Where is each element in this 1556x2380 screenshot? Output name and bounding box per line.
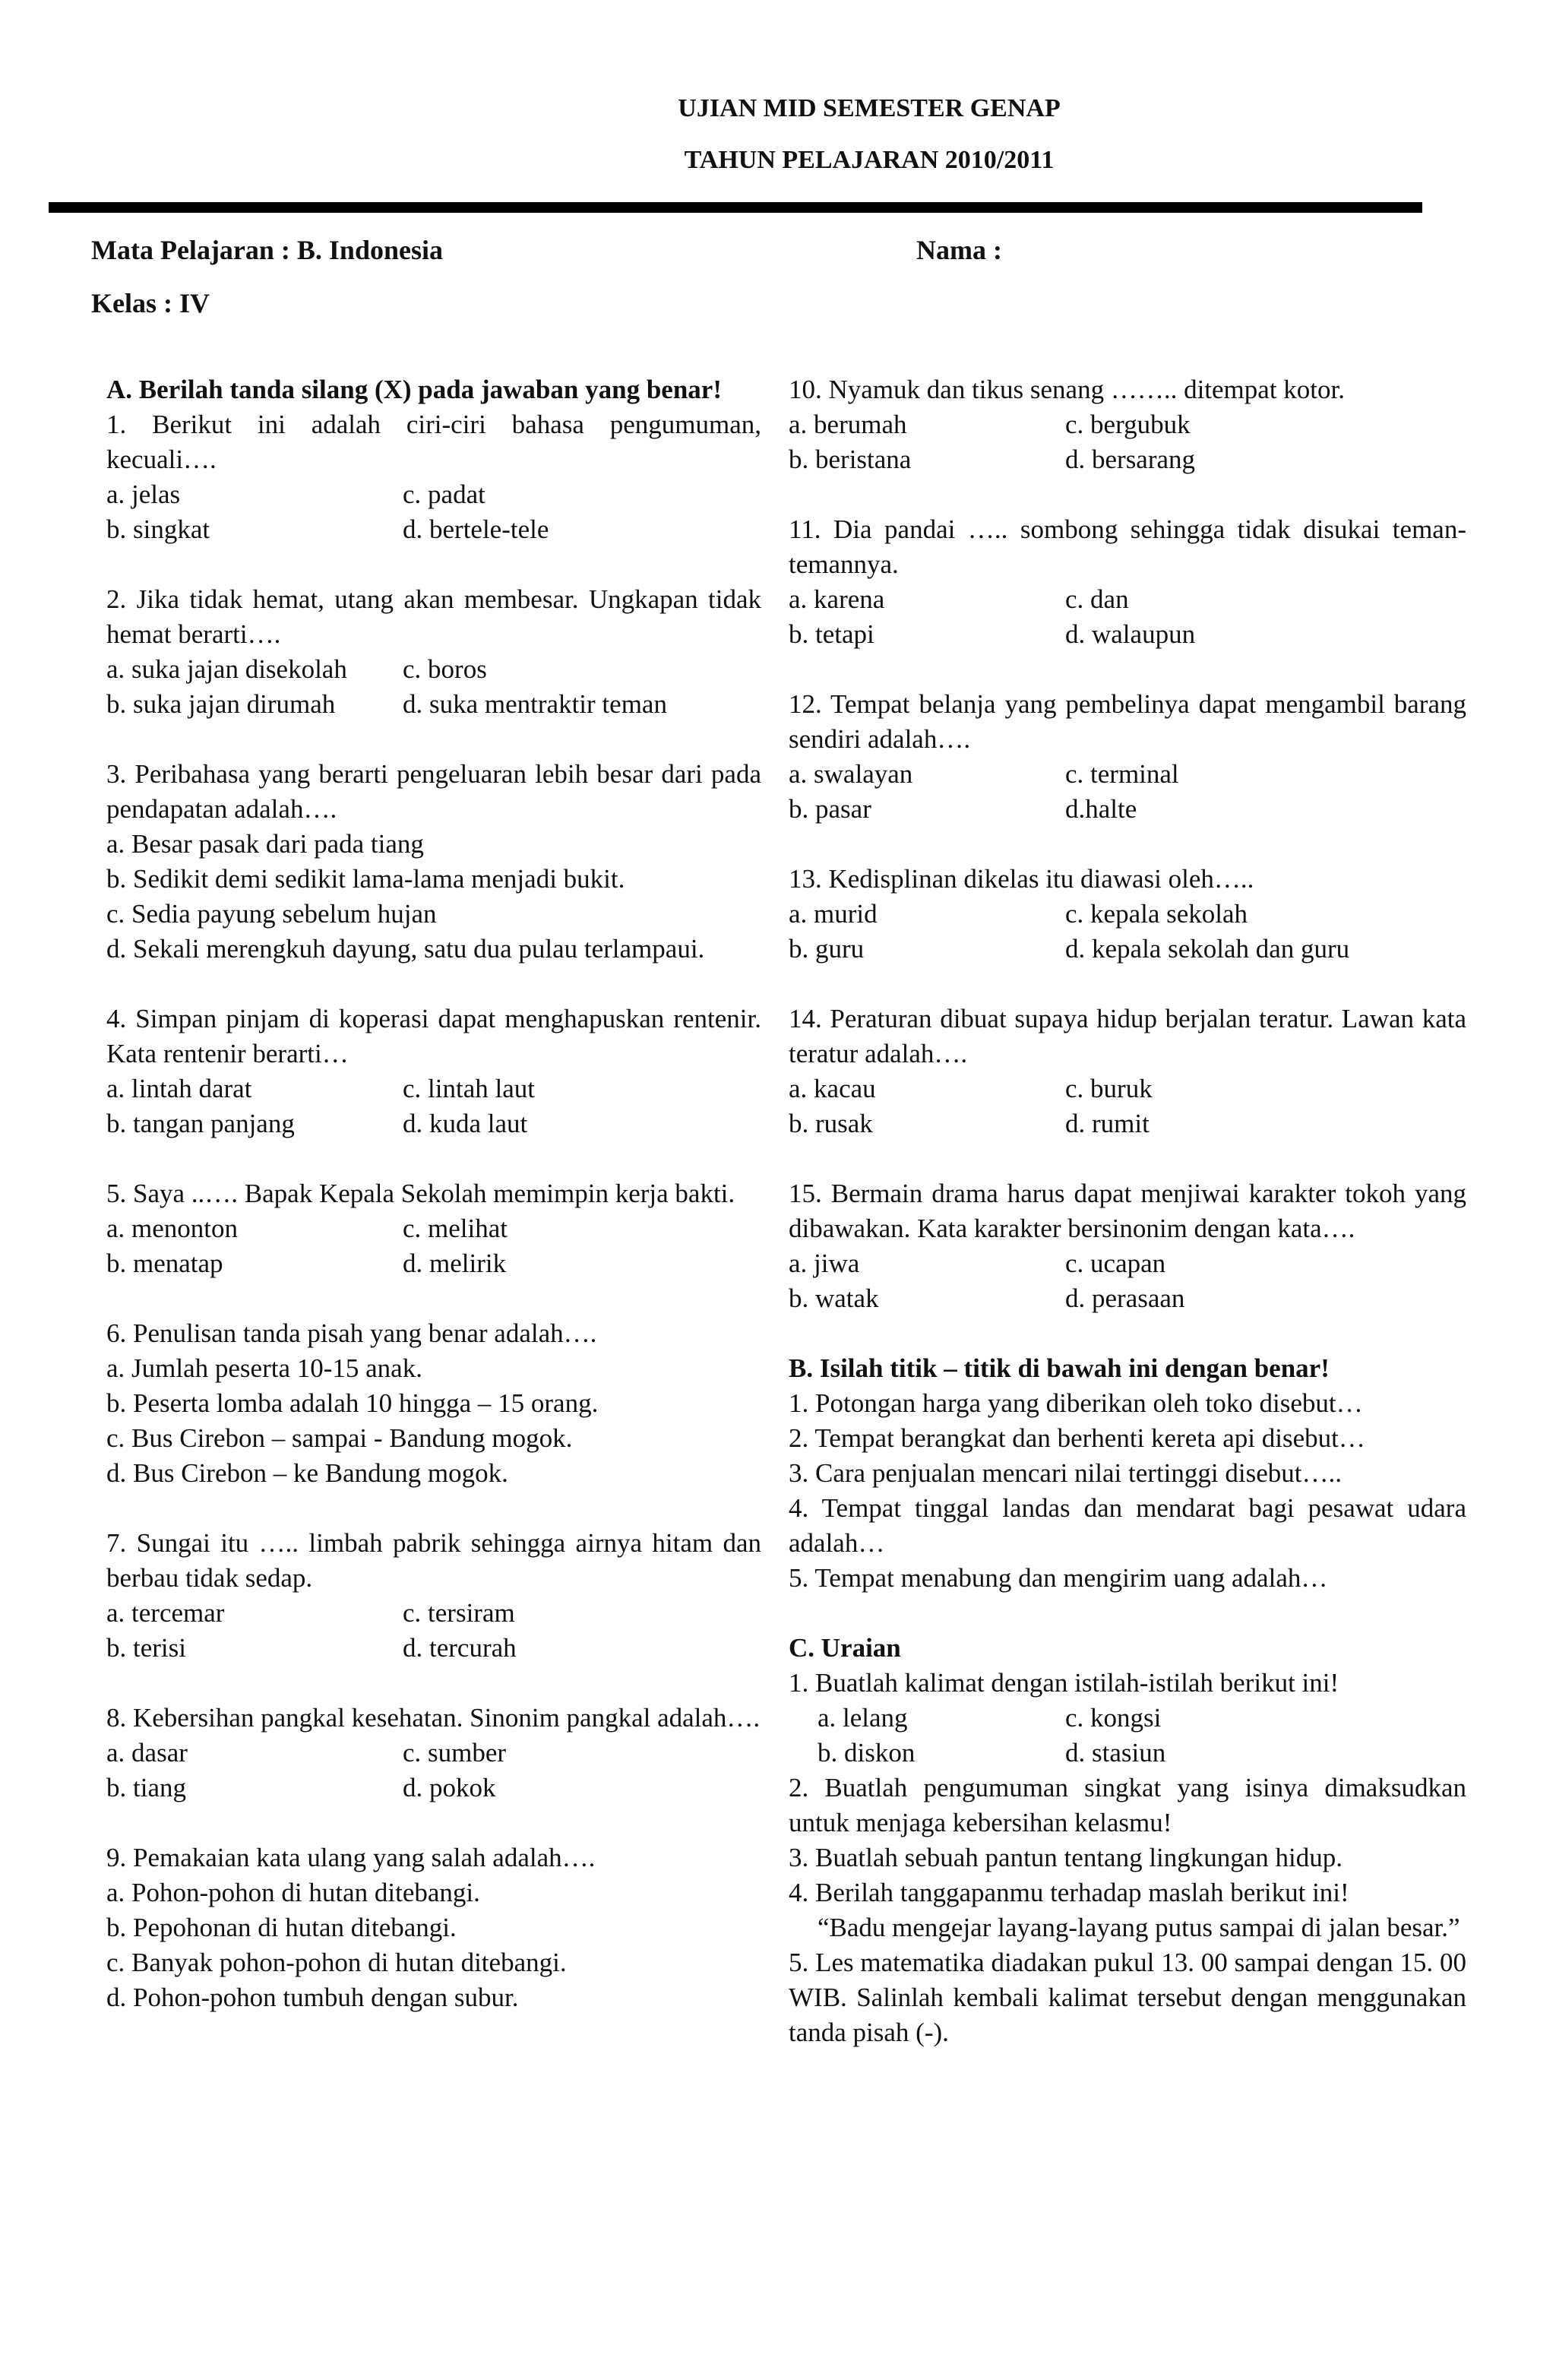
section-c — [789, 1631, 1466, 2050]
question-9 — [106, 1840, 761, 2015]
question-11 — [789, 512, 1466, 652]
fill-in-item-2: 2. Tempat berangkat dan berhenti kereta api disebut… — [789, 1423, 1365, 1453]
option-b: b. terisi — [106, 1633, 186, 1663]
question-stem: 11. Dia pandai ….. sombong sehingga tidak disukai teman-temannya. — [789, 514, 1466, 579]
option-d: d. rumit — [1065, 1109, 1150, 1138]
option-a: a. karena — [789, 584, 885, 614]
option-a: a. Jumlah peserta 10-15 anak. — [106, 1353, 422, 1383]
question-10 — [789, 372, 1466, 477]
option-a: a. menonton — [106, 1214, 239, 1243]
term-b: b. diskon — [818, 1738, 916, 1768]
option-c: c. tersiram — [403, 1598, 515, 1628]
essay-question-5: 5. Les matematika diadakan pukul 13. 00 sampai dengan 15. 00 WIB. Salinlah kembali kalimat tersebut dengan menggunakan tanda pisah (-). — [789, 1948, 1466, 2047]
question-8 — [106, 1701, 761, 1806]
option-b: b. tangan panjang — [106, 1109, 295, 1138]
option-c: c. Sedia payung sebelum hujan — [106, 899, 437, 929]
option-c: c. dan — [1065, 584, 1129, 614]
question-stem: 15. Bermain drama harus dapat menjiwai karakter tokoh yang dibawakan. Kata karakter bersinonim dengan kata…. — [789, 1179, 1466, 1243]
fill-in-item-1: 1. Potongan harga yang diberikan oleh toko disebut… — [789, 1388, 1363, 1418]
question-13 — [789, 862, 1466, 967]
section-b — [789, 1351, 1466, 1596]
option-d: d. kepala sekolah dan guru — [1065, 934, 1350, 964]
option-a: a. lintah darat — [106, 1074, 252, 1103]
option-b: b. singkat — [106, 514, 210, 544]
question-4 — [106, 1002, 761, 1141]
option-b: b. beristana — [789, 445, 912, 474]
question-stem: 14. Peraturan dibuat supaya hidup berjalan teratur. Lawan kata teratur adalah…. — [789, 1004, 1466, 1068]
question-stem: 9. Pemakaian kata ulang yang salah adalah…. — [106, 1843, 596, 1872]
class-label: Kelas : IV — [91, 288, 210, 318]
right-column — [789, 372, 1466, 2050]
essay-question-4-quote: “Badu mengejar layang-layang putus sampai di jalan besar.” — [818, 1913, 1460, 1942]
option-d: d. bertele-tele — [403, 514, 549, 544]
term-d: d. stasiun — [1065, 1738, 1166, 1768]
option-c: c. terminal — [1065, 759, 1179, 789]
option-c: c. melihat — [403, 1214, 508, 1243]
essay-question-1: 1. Buatlah kalimat dengan istilah-istilah berikut ini! — [789, 1668, 1339, 1698]
option-d: d. tercurah — [403, 1633, 517, 1663]
option-c: c. lintah laut — [403, 1074, 535, 1103]
option-a: a. Besar pasak dari pada tiang — [106, 829, 424, 859]
option-b: b. rusak — [789, 1109, 873, 1138]
option-a: a. kacau — [789, 1074, 876, 1103]
option-c: c. sumber — [403, 1738, 507, 1768]
exam-title: UJIAN MID SEMESTER GENAP — [678, 94, 1061, 122]
fill-in-item-4: 4. Tempat tinggal landas dan mendarat bagi pesawat udara adalah… — [789, 1493, 1466, 1558]
question-14 — [789, 1002, 1466, 1141]
option-b: b. watak — [789, 1283, 879, 1313]
question-5 — [106, 1176, 761, 1281]
option-a: a. swalayan — [789, 759, 913, 789]
option-c: c. boros — [403, 654, 487, 684]
option-a: a. dasar — [106, 1738, 188, 1768]
option-a: a. jelas — [106, 479, 181, 509]
option-b: b. tetapi — [789, 619, 874, 649]
option-a: a. suka jajan disekolah — [106, 654, 347, 684]
option-b: b. pasar — [789, 794, 871, 824]
option-d: d. suka mentraktir teman — [403, 689, 667, 719]
question-15 — [789, 1176, 1466, 1316]
academic-year: TAHUN PELAJARAN 2010/2011 — [684, 146, 1055, 174]
option-d: d. melirik — [403, 1249, 507, 1278]
option-d: d. bersarang — [1065, 445, 1196, 474]
section-a-heading: A. Berilah tanda silang (X) pada jawaban yang benar! — [106, 375, 722, 404]
question-stem: 1. Berikut ini adalah ciri-ciri bahasa pengumuman, kecuali…. — [106, 410, 761, 474]
option-d: d. pokok — [403, 1773, 496, 1802]
option-c: c. bergubuk — [1065, 410, 1191, 439]
fill-in-item-5: 5. Tempat menabung dan mengirim uang adalah… — [789, 1563, 1328, 1593]
essay-question-3: 3. Buatlah sebuah pantun tentang lingkungan hidup. — [789, 1843, 1343, 1872]
term-c: c. kongsi — [1065, 1703, 1162, 1733]
question-stem: 13. Kedisplinan dikelas itu diawasi oleh….. — [789, 864, 1254, 894]
question-7 — [106, 1526, 761, 1666]
option-c: c. kepala sekolah — [1065, 899, 1248, 929]
question-stem: 2. Jika tidak hemat, utang akan membesar. Ungkapan tidak hemat berarti…. — [106, 584, 761, 649]
option-a: a. tercemar — [106, 1598, 225, 1628]
option-a: a. berumah — [789, 410, 907, 439]
option-b: b. suka jajan dirumah — [106, 689, 336, 719]
option-b: b. tiang — [106, 1773, 186, 1802]
option-b: b. guru — [789, 934, 865, 964]
option-c: c. ucapan — [1065, 1249, 1166, 1278]
option-d: d. walaupun — [1065, 619, 1196, 649]
question-stem: 5. Saya ..…. Bapak Kepala Sekolah memimpin kerja bakti. — [106, 1179, 735, 1208]
option-b: b. Sedikit demi sedikit lama-lama menjadi bukit. — [106, 864, 625, 894]
question-stem: 7. Sungai itu ….. limbah pabrik sehingga airnya hitam dan berbau tidak sedap. — [106, 1528, 761, 1593]
name-field-label: Nama : — [916, 235, 1002, 265]
option-d: d. perasaan — [1065, 1283, 1185, 1313]
option-b: b. menatap — [106, 1249, 223, 1278]
option-d: d. Bus Cirebon – ke Bandung mogok. — [106, 1458, 508, 1488]
question-stem: 12. Tempat belanja yang pembelinya dapat mengambil barang sendiri adalah…. — [789, 689, 1466, 754]
essay-question-2: 2. Buatlah pengumuman singkat yang isinya dimaksudkan untuk menjaga kebersihan kelasmu! — [789, 1773, 1466, 1837]
option-a: a. jiwa — [789, 1249, 860, 1278]
header-divider — [49, 202, 1422, 213]
question-2 — [106, 582, 761, 722]
question-stem: 8. Kebersihan pangkal kesehatan. Sinonim pangkal adalah…. — [106, 1703, 761, 1733]
option-b: b. Pepohonan di hutan ditebangi. — [106, 1913, 457, 1942]
option-c: c. buruk — [1065, 1074, 1153, 1103]
question-stem: 4. Simpan pinjam di koperasi dapat menghapuskan rentenir. Kata rentenir berarti… — [106, 1004, 761, 1068]
left-column — [106, 372, 761, 2015]
option-d: d. Pohon-pohon tumbuh dengan subur. — [106, 1983, 519, 2012]
term-a: a. lelang — [818, 1703, 908, 1733]
option-c: c. padat — [403, 479, 485, 509]
section-b-heading: B. Isilah titik – titik di bawah ini dengan benar! — [789, 1353, 1330, 1383]
option-d: d. Sekali merengkuh dayung, satu dua pulau terlampaui. — [106, 934, 705, 964]
question-stem: 10. Nyamuk dan tikus senang …….. ditempat kotor. — [789, 375, 1345, 404]
option-a: a. Pohon-pohon di hutan ditebangi. — [106, 1878, 480, 1907]
question-stem: 6. Penulisan tanda pisah yang benar adalah…. — [106, 1318, 597, 1348]
question-6 — [106, 1316, 761, 1491]
question-1 — [106, 407, 761, 547]
option-d: d.halte — [1065, 794, 1137, 824]
option-c: c. Banyak pohon-pohon di hutan ditebangi. — [106, 1948, 567, 1977]
option-d: d. kuda laut — [403, 1109, 528, 1138]
question-stem: 3. Peribahasa yang berarti pengeluaran lebih besar dari pada pendapatan adalah…. — [106, 759, 761, 824]
question-3 — [106, 757, 761, 967]
subject-label: Mata Pelajaran : B. Indonesia — [91, 235, 443, 265]
essay-question-4: 4. Berilah tanggapanmu terhadap maslah berikut ini! — [789, 1878, 1349, 1907]
option-a: a. murid — [789, 899, 878, 929]
question-12 — [789, 687, 1466, 827]
option-c: c. Bus Cirebon – sampai - Bandung mogok. — [106, 1423, 573, 1453]
section-c-heading: C. Uraian — [789, 1633, 901, 1663]
option-b: b. Peserta lomba adalah 10 hingga – 15 orang. — [106, 1388, 599, 1418]
fill-in-item-3: 3. Cara penjualan mencari nilai tertinggi disebut….. — [789, 1458, 1342, 1488]
